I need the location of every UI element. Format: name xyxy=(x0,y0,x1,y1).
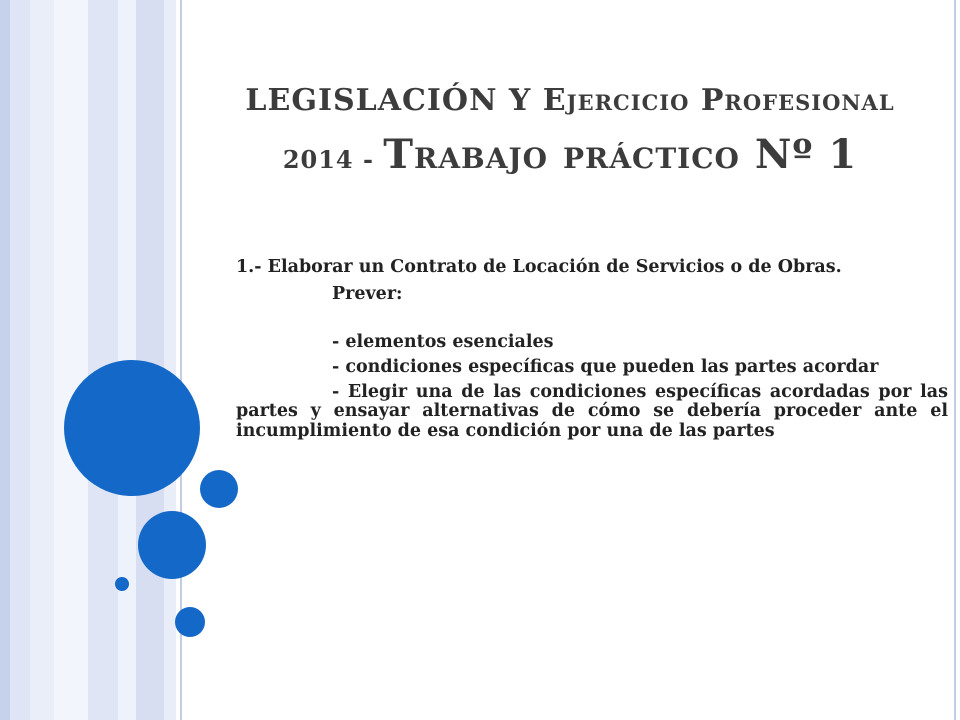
decor-stripe xyxy=(164,0,176,720)
body-sub-item: - elementos esenciales xyxy=(332,331,554,352)
title-year: 2014 - xyxy=(282,145,384,174)
slide-body xyxy=(236,258,948,447)
decor-circle-tiny xyxy=(115,577,129,591)
body-sub-item: - condiciones específicas que pueden las partes acordar xyxy=(332,356,879,377)
body-item-1: 1.- Elaborar un Contrato de Locación de Servicios o de Obras. xyxy=(236,257,842,277)
title-assignment: Trabajo práctico Nº 1 xyxy=(383,131,858,178)
decor-circle-small xyxy=(200,470,238,508)
decor-border-line xyxy=(954,0,956,720)
decor-circle-medium xyxy=(138,511,206,579)
decor-stripe xyxy=(88,0,118,720)
body-sub-item: - Elegir una de las condiciones específicas acordadas por las partes y ensayar alternativas de cómo se debería proceder ante el incumplimiento de esa condición por una de las partes xyxy=(236,382,948,441)
decor-stripe xyxy=(0,0,10,720)
decor-circle-small xyxy=(175,607,205,637)
slide-title-line1: LEGISLACIÓN Y Ejercicio Profesional xyxy=(245,83,895,118)
decor-stripe xyxy=(10,0,30,720)
slide-title-line2 xyxy=(220,131,920,178)
decor-stripe xyxy=(54,0,88,720)
decor-stripe xyxy=(30,0,54,720)
decor-circle-large xyxy=(64,360,200,496)
body-prever-label: Prever: xyxy=(332,284,403,305)
